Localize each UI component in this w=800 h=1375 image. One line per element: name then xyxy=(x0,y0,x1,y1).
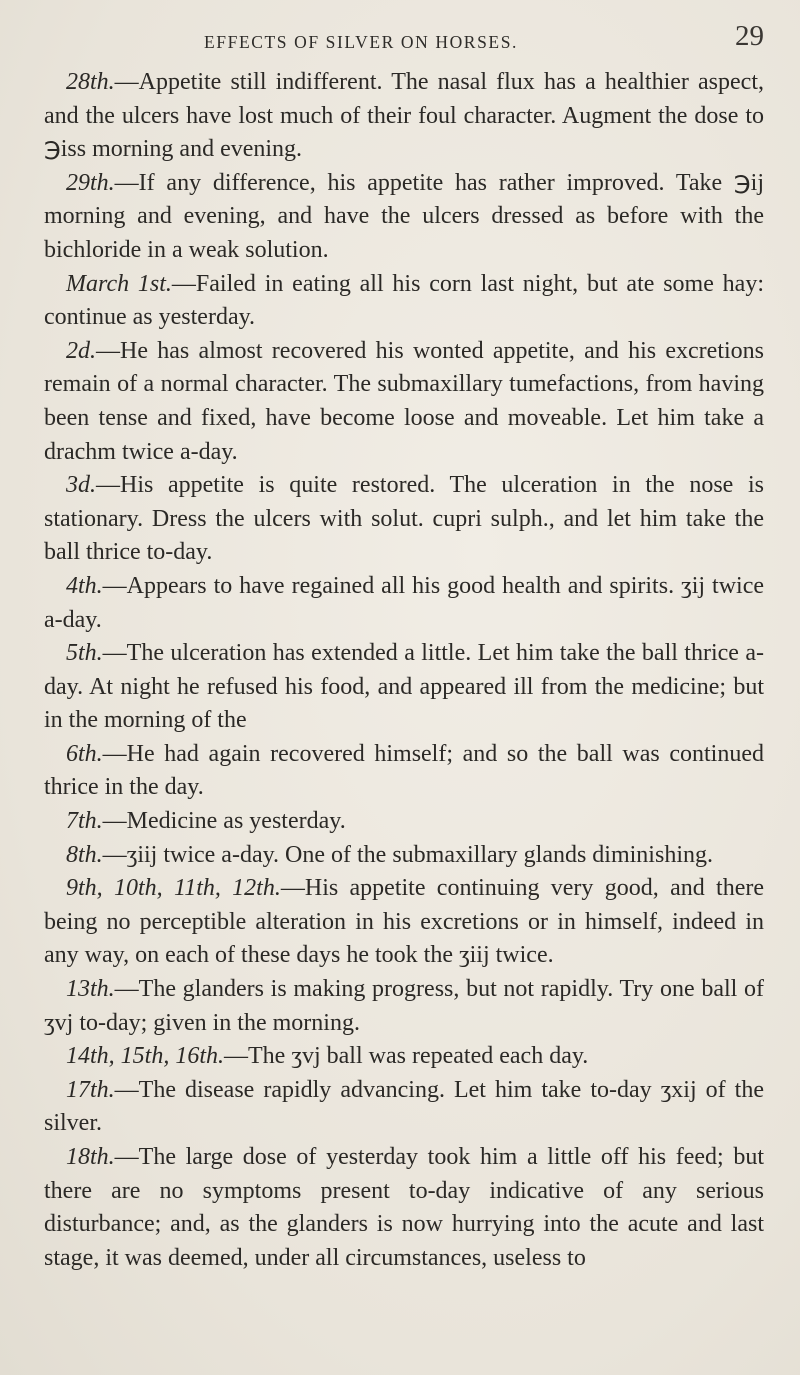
entry-date: 28th. xyxy=(66,69,115,95)
journal-entry-14th-16th xyxy=(44,1040,764,1074)
entry-date: 17th. xyxy=(66,1076,115,1103)
entry-date: March 1st. xyxy=(66,270,172,297)
entry-date: 9th, 10th, 11th, 12th. xyxy=(66,875,281,902)
entry-date: 29th. xyxy=(66,169,115,196)
entry-date: 5th. xyxy=(66,640,103,667)
book-page xyxy=(44,20,765,1275)
journal-entry-7th xyxy=(44,805,764,839)
journal-entry-4th xyxy=(44,570,764,637)
entry-date: 13th. xyxy=(66,976,115,1003)
entry-text: —The large dose of yesterday took him a little off his feed; but there are no symptoms present to-day indicative of any serious disturbance; and, as the glanders is now hurrying into the acute and last stage, it was deemed, under all circumstances, useless to xyxy=(44,1144,764,1271)
entry-text: —The glanders is making progress, but not rapidly. Try one ball of ʒvj to-day; given in the morning. xyxy=(44,976,764,1036)
running-header xyxy=(44,20,764,66)
entry-text: —If any difference, his appetite has rather improved. Take ℈ij morning and evening, and have the ulcers dressed as before with the bichloride in a weak solution. xyxy=(44,169,764,263)
journal-entry-2d xyxy=(44,335,764,469)
entry-text: —Appetite still indifferent. The nasal flux has a healthier aspect, and the ulcers have lost much of their foul character. Augment the dose to ℈iss morning and evening. xyxy=(44,69,764,163)
journal-entry-9th-12th xyxy=(44,872,764,973)
entry-text: —He had again recovered himself; and so the ball was continued thrice in the day. xyxy=(44,740,764,801)
entry-text: —His appetite is quite restored. The ulceration in the nose is stationary. Dress the ulcers with solut. cupri sulph., and let him take the ball thrice to-day. xyxy=(44,472,764,566)
journal-entry-13th xyxy=(44,973,764,1040)
entry-text: —Failed in eating all his corn last night, but ate some hay: continue as yesterday. xyxy=(44,270,764,331)
running-title: EFFECTS OF SILVER ON HORSES. xyxy=(204,32,519,52)
journal-entry-29th xyxy=(44,167,764,268)
journal-entry-march-1st xyxy=(44,268,764,335)
entry-text: —The disease rapidly advancing. Let him take to-day ʒxij of the silver. xyxy=(44,1076,764,1137)
entry-text: —The ulceration has extended a little. Let him take the ball thrice a-day. At night he refused his food, and appeared ill from the medicine; but in the morning of the xyxy=(44,640,764,734)
entry-date: 3d. xyxy=(66,472,96,499)
entry-date: 6th. xyxy=(66,740,103,767)
body-text xyxy=(44,66,764,1275)
journal-entry-28th xyxy=(44,66,764,167)
page-number: 29 xyxy=(735,20,764,52)
journal-entry-18th xyxy=(44,1141,764,1275)
entry-date: 18th. xyxy=(66,1144,115,1170)
entry-text: —He has almost recovered his wonted appetite, and his excretions remain of a normal character. The submaxillary tumefactions, from having been tense and fixed, have become loose and moveable. Let him take a drachm twice a-day. xyxy=(44,337,764,465)
entry-date: 4th. xyxy=(66,572,103,599)
entry-text: —The ʒvj ball was repeated each day. xyxy=(224,1043,589,1070)
entry-text: —Medicine as yesterday. xyxy=(102,808,346,835)
journal-entry-3d xyxy=(44,469,764,570)
entry-date: 2d. xyxy=(66,337,96,364)
journal-entry-5th xyxy=(44,637,764,738)
entry-text: —Appears to have regained all his good health and spirits. ʒij twice a-day. xyxy=(44,572,764,633)
entry-date: 7th. xyxy=(66,808,103,835)
journal-entry-6th xyxy=(44,738,764,805)
entry-text: —ʒiij twice a-day. One of the submaxillary glands diminishing. xyxy=(102,841,713,868)
journal-entry-8th xyxy=(44,839,764,873)
entry-text: —His appetite continuing very good, and there being no perceptible alteration in his excretions or in himself, indeed in any way, on each of these days he took the ʒiij twice. xyxy=(44,875,765,969)
entry-date: 8th. xyxy=(66,841,103,868)
journal-entry-17th xyxy=(44,1074,764,1141)
entry-date: 14th, 15th, 16th. xyxy=(66,1043,225,1070)
